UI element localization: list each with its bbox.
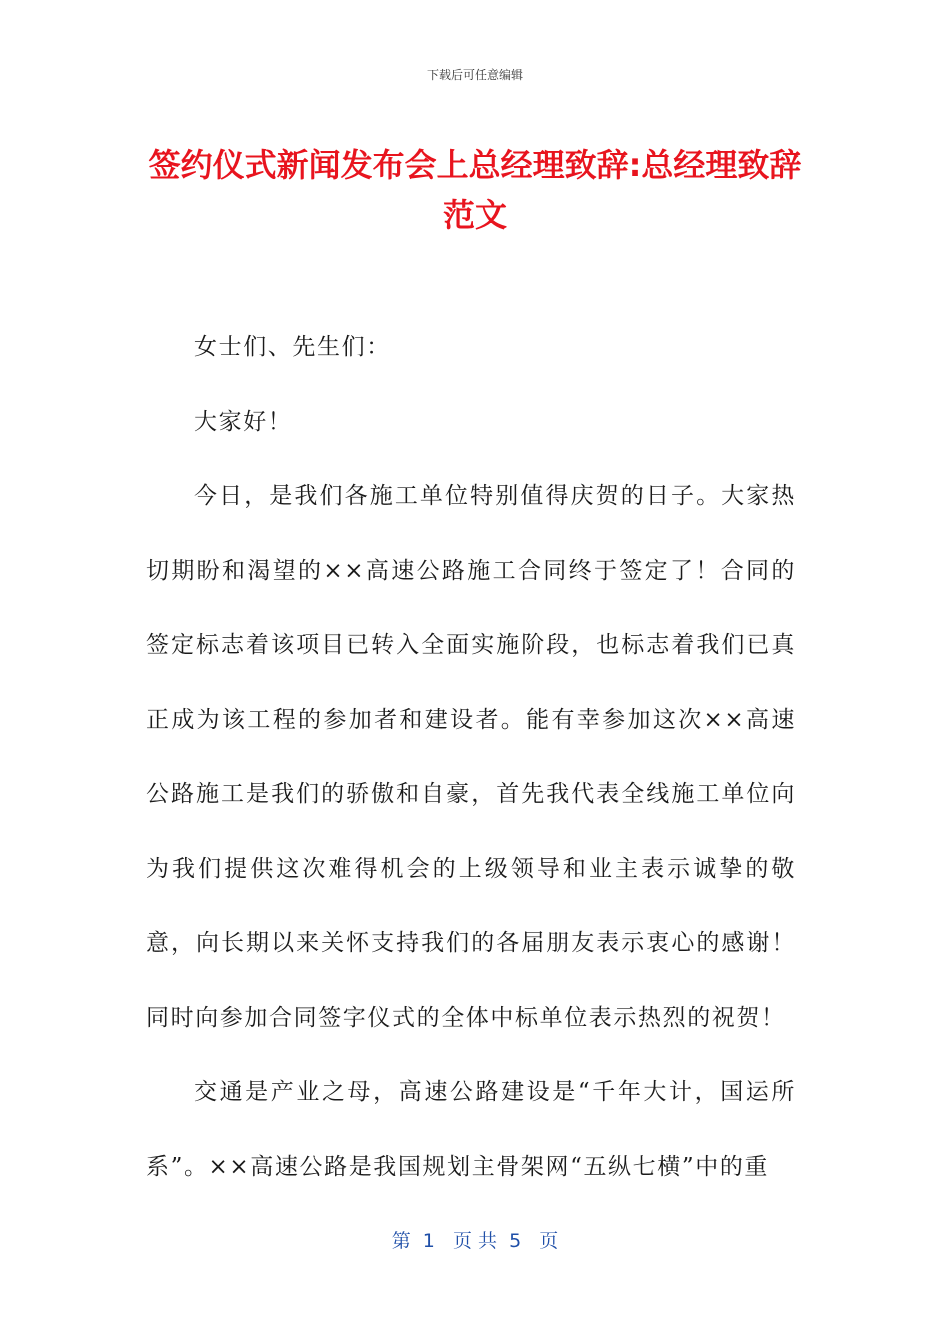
document-body xyxy=(146,310,796,1204)
greeting-paragraph: 大家好！ xyxy=(194,408,293,435)
body-paragraph: 今日，是我们各施工单位特别值得庆贺的日子。大家热切期盼和渴望的××高速公路施工合同终于签定了！合同的签定标志着该项目已转入全面实施阶段，也标志着我们已真正成为该工程的参加者和建设者。能有幸参加这次××高速公路施工是我们的骄傲和自豪，首先我代表全线施工单位向为我们提供这次难得机会的上级领导和业主表示诚挚的敬意，向长期以来关怀支持我们的各届朋友表示衷心的感谢！同时向参加合同签字仪式的全体中标单位表示热烈的祝贺！ xyxy=(146,483,796,1031)
body-paragraph: 交通是产业之母，高速公路建设是“千年大计，国运所系”。××高速公路是我国规划主骨架网“五纵七横”中的重 xyxy=(146,1079,796,1180)
document-title: 签约仪式新闻发布会上总经理致辞:总经理致辞范文 xyxy=(148,146,802,234)
page-footer: 第 1 页 共 5 页 xyxy=(391,1230,559,1252)
header-note: 下载后可任意编辑 xyxy=(426,68,523,82)
salutation-paragraph: 女士们、先生们： xyxy=(194,334,391,360)
